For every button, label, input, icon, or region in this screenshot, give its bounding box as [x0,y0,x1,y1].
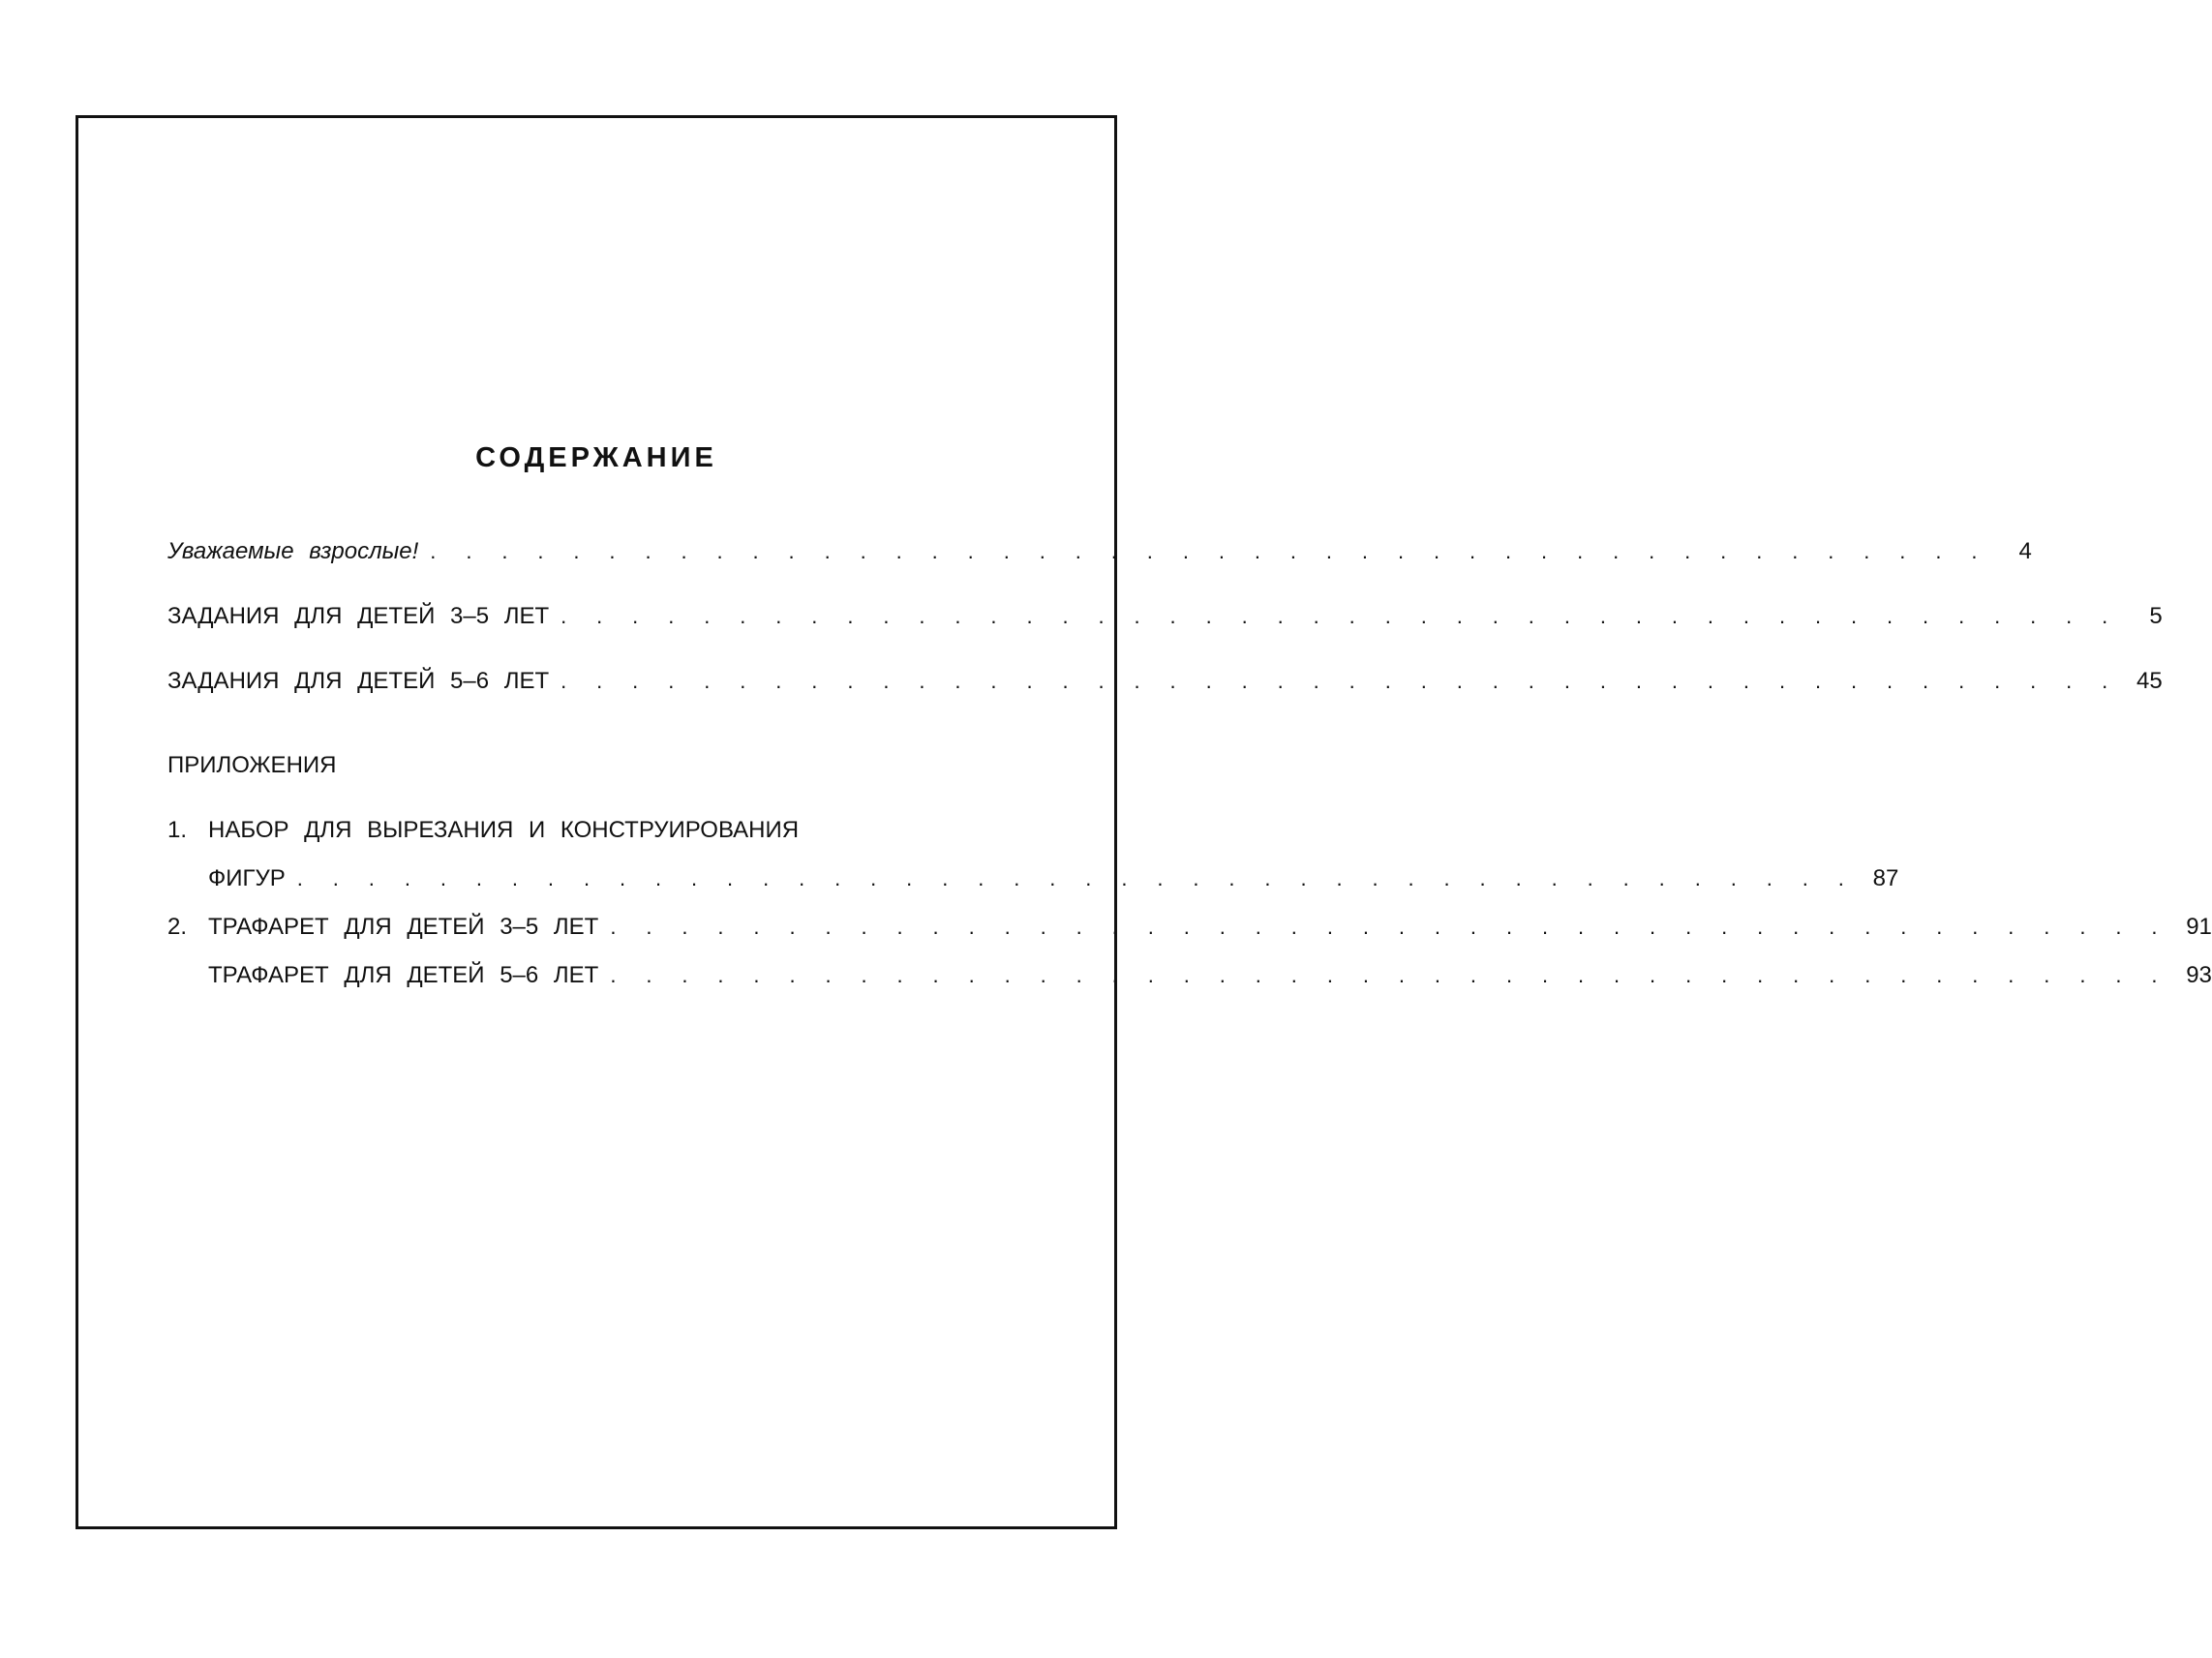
appendix-item-label: ФИГУР [208,865,286,891]
dot-leader: . . . . . . . . . . . . . . . . . . . . . . . . . . . . . . . . . . . . . . . . . . . . [296,866,1857,890]
toc-entry-label: ЗАДАНИЯ ДЛЯ ДЕТЕЙ 5–6 ЛЕТ [167,668,550,694]
toc-entry-label: Уважаемые взрослые! [167,538,419,564]
dot-leader: . . . . . . . . . . . . . . . . . . . . . . . . . . . . . . . . . . . . . . . . . . . . [561,669,2120,693]
toc-entry-adults[interactable] [167,537,2032,566]
dot-leader: . . . . . . . . . . . . . . . . . . . . . . . . . . . . . . . . . . . . . . . . . . . . [610,963,2169,987]
appendix-item-label: НАБОР ДЛЯ ВЫРЕЗАНИЯ И КОНСТРУИРОВАНИЯ [208,817,800,843]
appendix-heading: ПРИЛОЖЕНИЯ [167,752,337,778]
toc-page-number: 91 [2186,914,2212,940]
appendix-item-2[interactable] [167,913,2212,942]
toc-page-number: 5 [2149,603,2163,629]
appendix-item-label: ТРАФАРЕТ ДЛЯ ДЕТЕЙ 5–6 ЛЕТ [208,962,599,988]
dot-leader: . . . . . . . . . . . . . . . . . . . . . . . . . . . . . . . . . . . . . . . . . . . . [610,915,2169,939]
toc-page-number: 45 [2136,668,2163,694]
toc-entry-tasks-3-5[interactable] [167,602,2163,631]
toc-page-number: 93 [2186,962,2212,988]
appendix-item-3[interactable] [167,961,2212,990]
appendix-item-number: 2. [167,914,188,940]
appendix-item-1-line1[interactable] [167,816,799,845]
appendix-item-number: 1. [167,817,188,843]
dot-leader: . . . . . . . . . . . . . . . . . . . . . . . . . . . . . . . . . . . . . . . . . . . . [561,604,2120,628]
toc-page-number: 87 [1872,865,1899,891]
toc-entry-label: ЗАДАНИЯ ДЛЯ ДЕТЕЙ 3–5 ЛЕТ [167,603,550,629]
appendix-item-label: ТРАФАРЕТ ДЛЯ ДЕТЕЙ 3–5 ЛЕТ [208,914,599,940]
dot-leader: . . . . . . . . . . . . . . . . . . . . . . . . . . . . . . . . . . . . . . . . . . . . [430,539,1989,563]
page-title: СОДЕРЖАНИЕ [475,442,717,473]
page-frame [76,115,2212,1529]
toc-page-number: 4 [2018,538,2032,564]
appendix-item-1-line2[interactable] [167,864,1899,893]
toc-entry-tasks-5-6[interactable] [167,667,2163,696]
